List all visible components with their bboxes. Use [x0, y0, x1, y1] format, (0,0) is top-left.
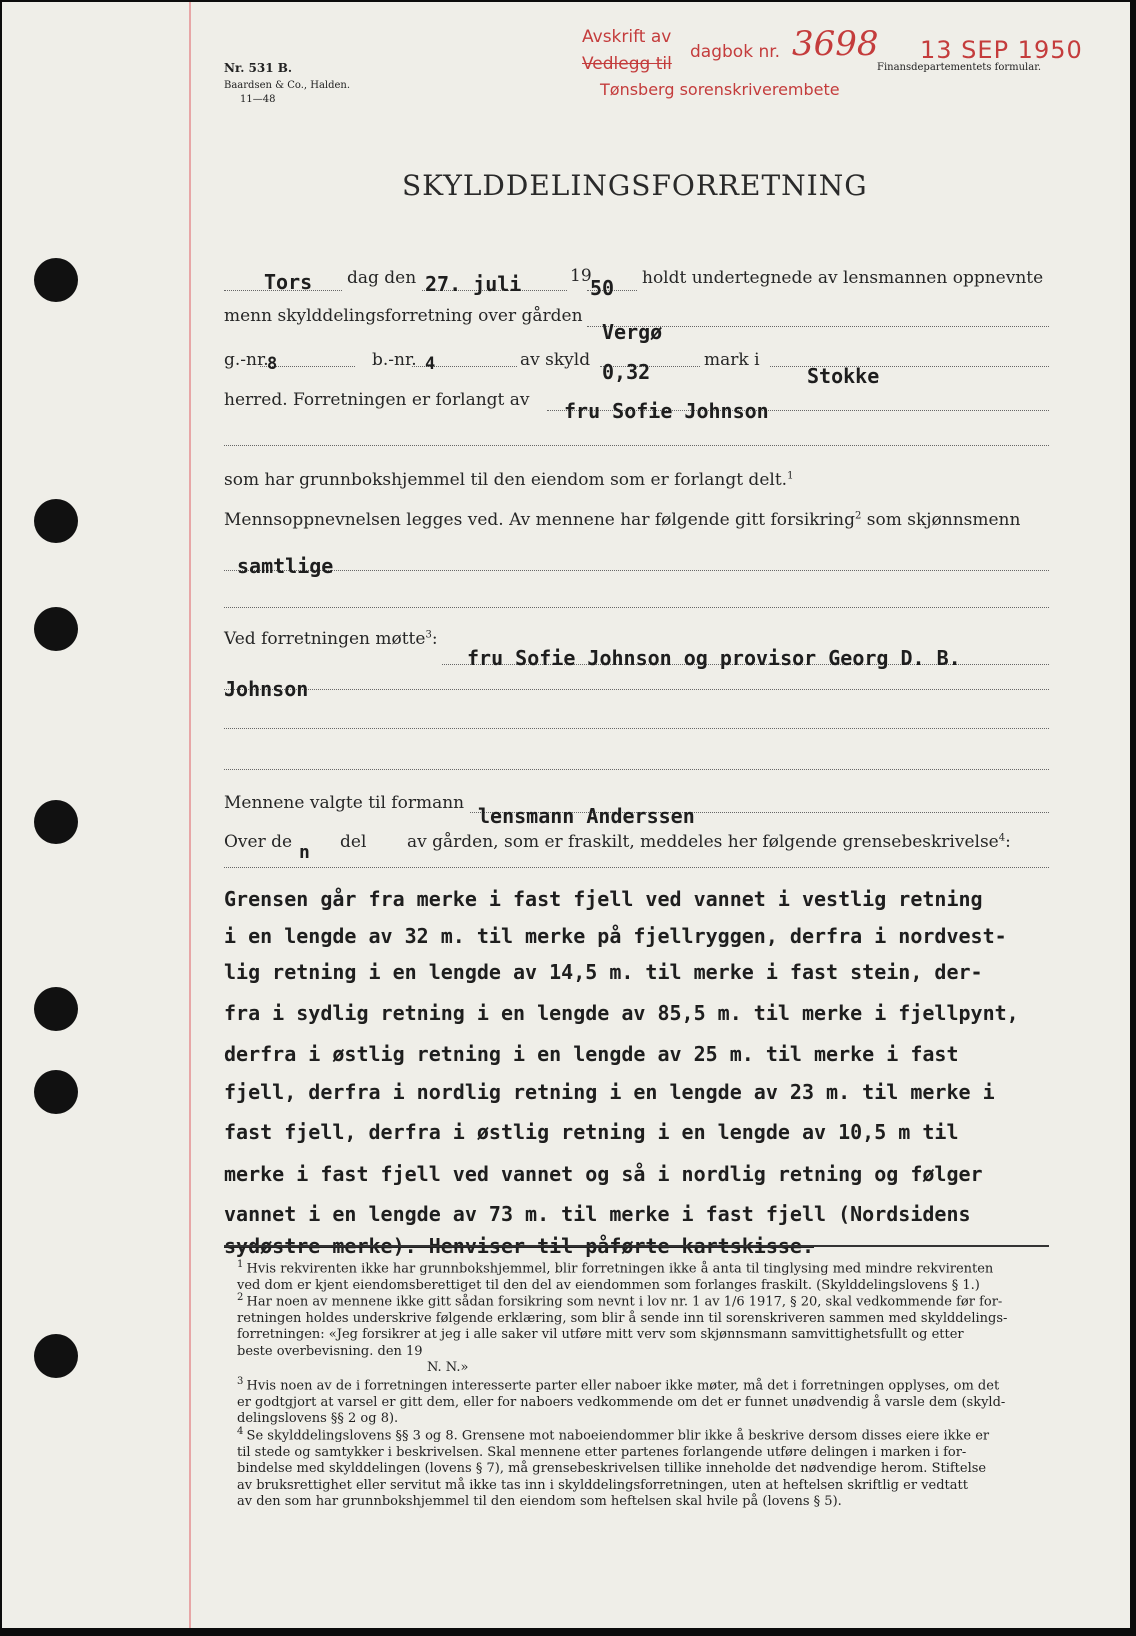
footnote-4: $^4$ Se skylddelingslovens §§ 3 og 8. Grensene mot naboeiendommer blir ikke å beskrive dersom disses eiere ikke er til stede og samtykker i beskrivelsen. Skal mennene etter partenes forlangende utføre delingen i marken i for- bindelse med skylddelingen (lovens § 7), må grensebeskrivelsen tillike inneholde det nødvendige herom. Stiftelse av bruksrettighet eller servitut må ikke tas inn i skylddelingsforretningen, uten at heftelsen skriftlig er vedtatt av den som har grunnbokshjemmel til den eiendom som heftelsen skal hvile på (lovens § 5). [237, 1426, 990, 1510]
document-page [2, 2, 1130, 1628]
stamp-line-2: Vedlegg til [582, 54, 672, 74]
label-gnr: g.-nr. [224, 350, 269, 370]
label-19: 19 [570, 266, 592, 286]
boundary-line-5: derfra i østlig retning i en lengde av 25 m. til merke i fast [224, 1042, 959, 1066]
year: 50 [590, 276, 615, 300]
label-mark-i: mark i [704, 350, 760, 370]
printer-name: Baardsen & Co., Halden. [224, 80, 351, 91]
stamp-office: Tønsberg sorenskriverembete [600, 80, 840, 99]
label-grense: av gården, som er fraskilt, meddeles her følgende grensebeskrivelse$^4$: [407, 832, 1011, 852]
appraisers: samtlige [237, 554, 334, 578]
label-herred: herred. Forretningen er forlangt av [224, 390, 530, 410]
label-dag-den: dag den [347, 268, 417, 288]
dagbok-number: 3698 [792, 24, 879, 64]
municipality: Stokke [807, 364, 880, 388]
boundary-line-9: vannet i en lengde av 73 m. til merke i fast fjell (Nordsidens [224, 1202, 971, 1226]
stamp-line-1: Avskrift av [582, 27, 672, 47]
footnote-1: $^1$ Hvis rekvirenten ikke har grunnbokshjemmel, blir forretningen ikke å anta til tinglysing med mindre rekvirenten ved dom er kjent eiendomsberettiget til den del av eiendommen som forlanges fraskilt. (Skylddelingslovens § 1.) [237, 1259, 994, 1293]
punch-hole [34, 1070, 78, 1114]
stamp-dagbok-label: dagbok nr. [690, 42, 781, 62]
weekday: Tors [264, 270, 313, 294]
intro-text-2: menn skylddelingsforretning over gården [224, 306, 583, 326]
boundary-line-2: i en lengde av 32 m. til merke på fjellryggen, derfra i nordvest- [224, 924, 1007, 948]
boundary-line-8: merke i fast fjell ved vannet og så i nordlig retning og følger [224, 1162, 983, 1186]
boundary-line-4: fra i sydlig retning i en lengde av 85,5 m. til merke i fjellpynt, [224, 1001, 1019, 1025]
mennsoppnevnelse-text: Mennsoppnevnelsen legges ved. Av mennene har følgende gitt forsikring$^2$ som skjønnsmenn [224, 510, 1021, 530]
grunnbok-text: som har grunnbokshjemmel til den eiendom som er forlangt delt.$^1$ [224, 470, 794, 490]
gnr-value: 8 [267, 354, 278, 374]
punch-hole [34, 258, 78, 302]
skyld-value: 0,32 [602, 360, 651, 384]
boundary-line-10: sydøstre merke). Henviser til påførte kartskisse. [224, 1234, 815, 1258]
footnote-2: $^2$ Har noen av mennene ikke gitt sådan forsikring som nevnt i lov nr. 1 av 1/6 1917, § 20, skal vedkommende før for- retningen holdes underskrive følgende erklæring, som blir å sende inn til sorenskriveren sammen med skylddelings- forretningen: «Jeg forsikrer at jeg i alle saker vil utføre mitt verv som skjønnsmann samvittighetsfullt og etter beste overbevisning. den 19 N. N.» [237, 1292, 1008, 1376]
punch-hole [34, 1334, 78, 1378]
attendees-line-2: Johnson [224, 677, 309, 701]
requested-by: fru Sofie Johnson [564, 399, 769, 423]
boundary-line-1: Grensen går fra merke i fast fjell ved vannet i vestlig retning [224, 887, 983, 911]
over-de-value: n [299, 842, 310, 863]
punch-hole [34, 607, 78, 651]
chairman: lensmann Anderssen [478, 804, 695, 828]
document-title: SKYLDDELINGSFORRETNING [402, 169, 868, 202]
print-date: 11—48 [240, 94, 276, 105]
label-bnr: b.-nr. [372, 350, 417, 370]
intro-text-1: holdt undertegnede av lensmannen oppnevnte [642, 268, 1044, 288]
punch-hole [34, 987, 78, 1031]
footnote-3: $^3$ Hvis noen av de i forretningen interesserte parter eller naboer ikke møter, må det i forretningen opplyses, om det er godtgjort at varsel er gitt dem, eller for naboers vedkommende om det er funnet unødvendig å varsle dem (skyld- delingslovens §§ 2 og 8). [237, 1376, 1006, 1427]
margin-rule [189, 2, 191, 1628]
farm-name: Vergø [602, 320, 663, 344]
boundary-line-7: fast fjell, derfra i østlig retning i en lengde av 10,5 m til [224, 1120, 959, 1144]
punch-hole [34, 800, 78, 844]
label-del: del [340, 832, 367, 852]
boundary-line-3: lig retning i en lengde av 14,5 m. til merke i fast stein, der- [224, 960, 983, 984]
date-day-month: 27. juli [425, 272, 522, 296]
footnote-separator [224, 1245, 1049, 1247]
form-number: Nr. 531 B. [224, 61, 293, 75]
punch-hole [34, 499, 78, 543]
date-stamp: 13 SEP 1950 [920, 36, 1083, 64]
attendees-line-1: fru Sofie Johnson og provisor Georg D. B. [467, 646, 961, 670]
label-over-de: Over de [224, 832, 293, 852]
form-source: Finansdepartementets formular. [877, 62, 1042, 73]
boundary-line-6: fjell, derfra i nordlig retning i en lengde av 23 m. til merke i [224, 1080, 995, 1104]
label-mote: Ved forretningen møtte$^3$: [224, 629, 438, 649]
label-av-skyld: av skyld [520, 350, 591, 370]
label-formann: Mennene valgte til formann [224, 793, 465, 813]
bnr-value: 4 [425, 354, 436, 374]
